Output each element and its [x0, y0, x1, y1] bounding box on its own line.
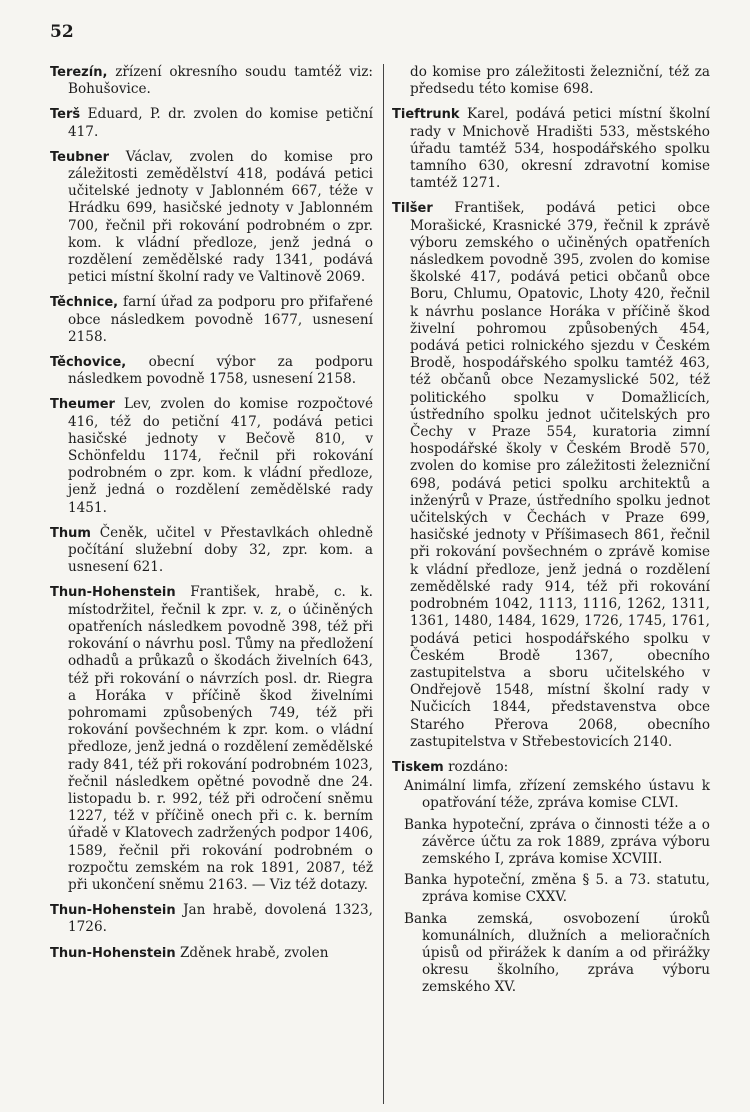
entry-text: zřízení okresního soudu tamtéž viz: Bohušovice. — [68, 64, 373, 98]
index-entry — [50, 354, 373, 388]
entry-text: Čeněk, učitel v Přestavlkách ohledně počítání služební doby 32, zpr. kom. a usnesení 621. — [68, 524, 373, 576]
page-number: 52 — [50, 22, 74, 42]
entry-headword: Teubner — [50, 149, 110, 165]
index-entry — [50, 902, 373, 936]
section-heading — [392, 759, 710, 776]
entry-text: František, hrabě, c. k. místodržitel, řečnil k zpr. v. z, o účiněných opatřeních následkem povodně 398, též při rokování o návrhu posl. Tůmy na předložení odhadů a průkazů o škodách živelních 643, též při rokování o návrzích posl. dr. Riegra a Horáka v příčině škod živelními pohromami způsobených 749, též při rokování povšechném k zpr. kom. o vládní předloze, jenž jedná o rozdělení zemědělské rady 841, též při rokování podrobném 1023, řečnil následkem opětné povodně dne 24. listopadu b. r. 992, též při odročení sněmu 1227, též v příčině onech při c. k. berním úřadě v Klatovech zadržených podpor 1406, 1589, řečnil při rokování podrobném o rozpočtu zemském na rok 1891, 2087, též při ukončení sněmu 2163. — Viz též dotazy. — [68, 584, 373, 893]
section-text: rozdáno: — [448, 758, 509, 775]
entry-headword: Thun-Hohenstein — [50, 903, 176, 919]
entry-headword: Thum — [50, 525, 91, 541]
index-entry — [50, 584, 373, 894]
entry-text: Lev, zvolen do komise rozpočtové 416, též do petiční 417, podává petici hasičské jednoty v Bečově 810, v Schönfeldu 1174, řečnil při rokování podrobném o zpr. kom. k vládní předloze, jenž jedná o rozdělení zemědělské rady 1451. — [68, 396, 373, 516]
entry-headword: Thun-Hohenstein — [50, 945, 176, 961]
column-divider — [383, 64, 384, 1104]
entry-continuation: do komise pro záležitosti železniční, též za předsedu této komise 698. — [410, 64, 710, 98]
index-entry — [50, 294, 373, 346]
print-item: Banka hypoteční, změna § 5. a 73. statutu, zpráva komise CXXV. — [404, 872, 710, 906]
entry-text: Karel, podává petici místní školní rady v Mnichově Hradišti 533, městského úřadu tamtéž 534, hospodářského spolku tamního 630, okresní zdravotní komise tamtéž 1271. — [410, 106, 710, 192]
index-entry — [50, 64, 373, 98]
index-entry — [50, 106, 373, 140]
entry-headword: Theumer — [50, 397, 115, 413]
index-entry — [50, 396, 373, 516]
print-item: Animální limfa, zřízení zemského ústavu k opatřování téže, zpráva komise CLVI. — [404, 778, 710, 812]
index-entry — [50, 525, 373, 577]
entry-text: obecní výbor za podporu následkem povodně 1758, usnesení 2158. — [68, 354, 373, 388]
index-entry — [50, 149, 373, 287]
entry-headword: Tieftrunk — [392, 107, 460, 123]
entry-headword: Terezín, — [50, 65, 108, 80]
left-column — [50, 64, 373, 970]
print-item: Banka zemská, osvobození úroků komunálních, dlužních a melioračních úpisů od přirážek k daním a od přirážky okresu školního, zpráva výboru zemského XV. — [404, 910, 710, 996]
index-entry — [392, 200, 710, 751]
entry-text: Zděnek hrabě, zvolen — [179, 944, 329, 961]
right-column — [392, 64, 710, 1001]
section-headword: Tiskem — [392, 759, 444, 775]
entry-text: farní úřad za podporu pro přifařené obce následkem povodně 1677, usnesení 2158. — [68, 294, 373, 345]
entry-text: Eduard, P. dr. zvolen do komise petiční 417. — [68, 106, 373, 140]
entry-headword: Tilšer — [392, 201, 433, 217]
entry-headword: Terš — [50, 107, 81, 123]
entry-text: Jan hrabě, dovolená 1323, 1726. — [68, 902, 373, 936]
entry-text: František, podává petici obce Morašické, Krasnické 379, řečnil k zprávě výboru zemského o učiněných opatřeních následkem povodně 395, zvolen do komise školské 417, podává petici občanů obce Boru, Chlumu, Opatovic, Lhoty 420, řečnil k návrhu poslance Horáka v příčině škod živelní pohromou způsobených 454, podává petici rolnického sjezdu v Českém Brodě, hospodářského spolku tamtéž 463, též občanů obce Nezamyslické 502, též politického spolku v Domažlicích, ústředního spolku jednot učitelských pro Čechy v Praze 554, kuratoria zimní hospodářské školy v Českém Brodě 570, zvolen do komise pro záležitosti železniční 698, podává petici spolku architektů a inženýrů v Praze, ústředního spolku jednot učitelských v Čechách v Praze 699, hasičské jednoty v Příšimasech 861, řečnil při rokování povšechném o zprávě komise k vládní předloze, jenž jedná o rozdělení zemědělské rady 914, též při rokování podrobném 1042, 1113, 1116, 1262, 1311, 1361, 1480, 1484, 1629, 1726, 1745, 1761, podává petici hospodářského spolku v Českém Brodě 1367, obecního zastupitelstva a sboru učitelského v Ondřejově 1548, místní školní rady v Nučicích 1844, představenstva obce Starého Přerova 2068, obecního zastupitelstva v Střebestovicích 2140. — [410, 200, 710, 750]
print-item: Banka hypoteční, zpráva o činnosti téže a o závěrce účtu za rok 1889, zpráva výboru zemského I, zpráva komise XCVIII. — [404, 816, 710, 867]
entry-headword: Těchovice, — [50, 355, 127, 371]
index-entry — [392, 106, 710, 192]
entry-headword: Thun-Hohenstein — [50, 585, 176, 601]
entry-text: Václav, zvolen do komise pro záležitosti zemědělství 418, podává petici učitelské jednoty v Jablonném 667, téže v Hrádku 699, hasičské jednoty v Jablonném 700, řečnil při rokování podrobném o zpr. kom. k vládní předloze, jenž jedná o rozdělení zemědělské rady 1341, podává petici místní školní rady ve Valtinově 2069. — [68, 148, 373, 286]
index-entry — [50, 945, 373, 962]
entry-headword: Těchnice, — [50, 295, 119, 311]
